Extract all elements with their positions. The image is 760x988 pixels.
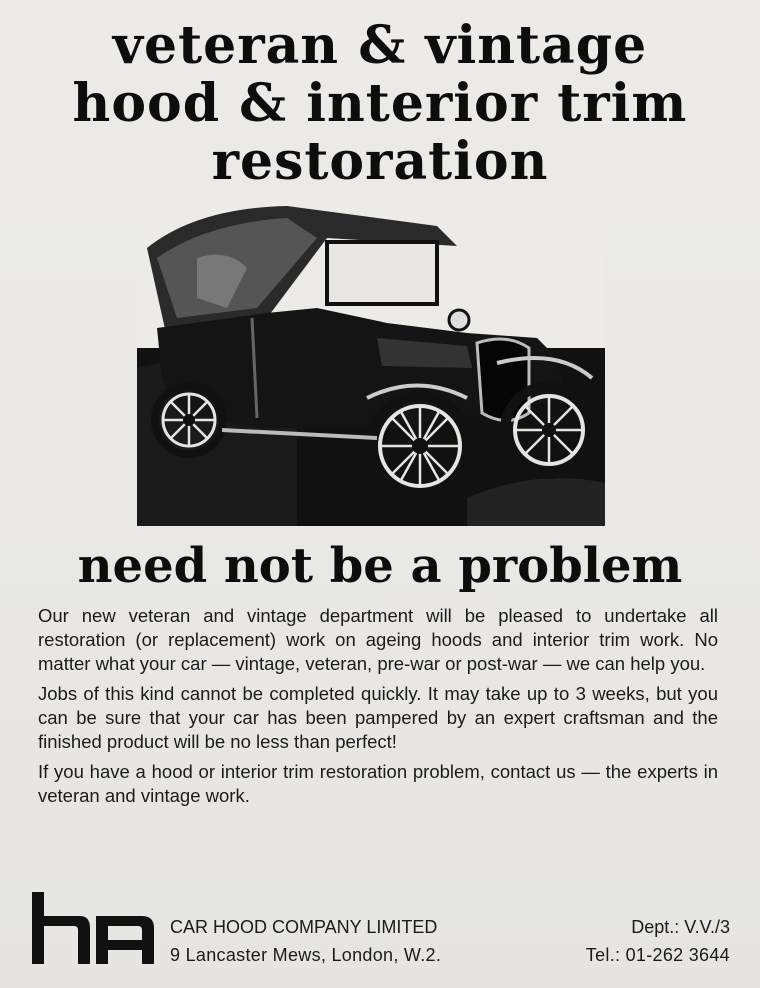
headline-line-3: restoration	[211, 131, 549, 192]
company-name: CAR HOOD COMPANY LIMITED	[170, 917, 438, 937]
headline-line-2: hood & interior trim	[72, 73, 688, 134]
company-tel: Tel.: 01-262 3644	[585, 945, 730, 965]
ha-monogram-logo	[32, 892, 154, 964]
tagline: need not be a problem	[77, 538, 683, 594]
company-address: 9 Lancaster Mews, London, W.2.	[170, 945, 442, 965]
company-block	[170, 916, 730, 966]
body-paragraph-3: If you have a hood or interior trim restoration problem, contact us — the experts in veteran and vintage work.	[38, 761, 718, 806]
body-copy	[38, 604, 718, 814]
body-paragraph-2: Jobs of this kind cannot be completed quickly. It may take up to 3 weeks, but you can be sure that your car has been pampered by an expert craftsman and the finished product will be no less than perfect!	[38, 683, 718, 752]
headline-line-1: veteran & vintage	[112, 15, 648, 76]
body-paragraph-1: Our new veteran and vintage department will be pleased to undertake all restoration (or replacement) work on ageing hoods and interior trim work. No matter what your car — vintage, veteran, pre-war or post-war — we can help you.	[38, 605, 718, 674]
company-dept: Dept.: V.V./3	[631, 917, 730, 937]
vintage-car-photo	[137, 198, 605, 526]
